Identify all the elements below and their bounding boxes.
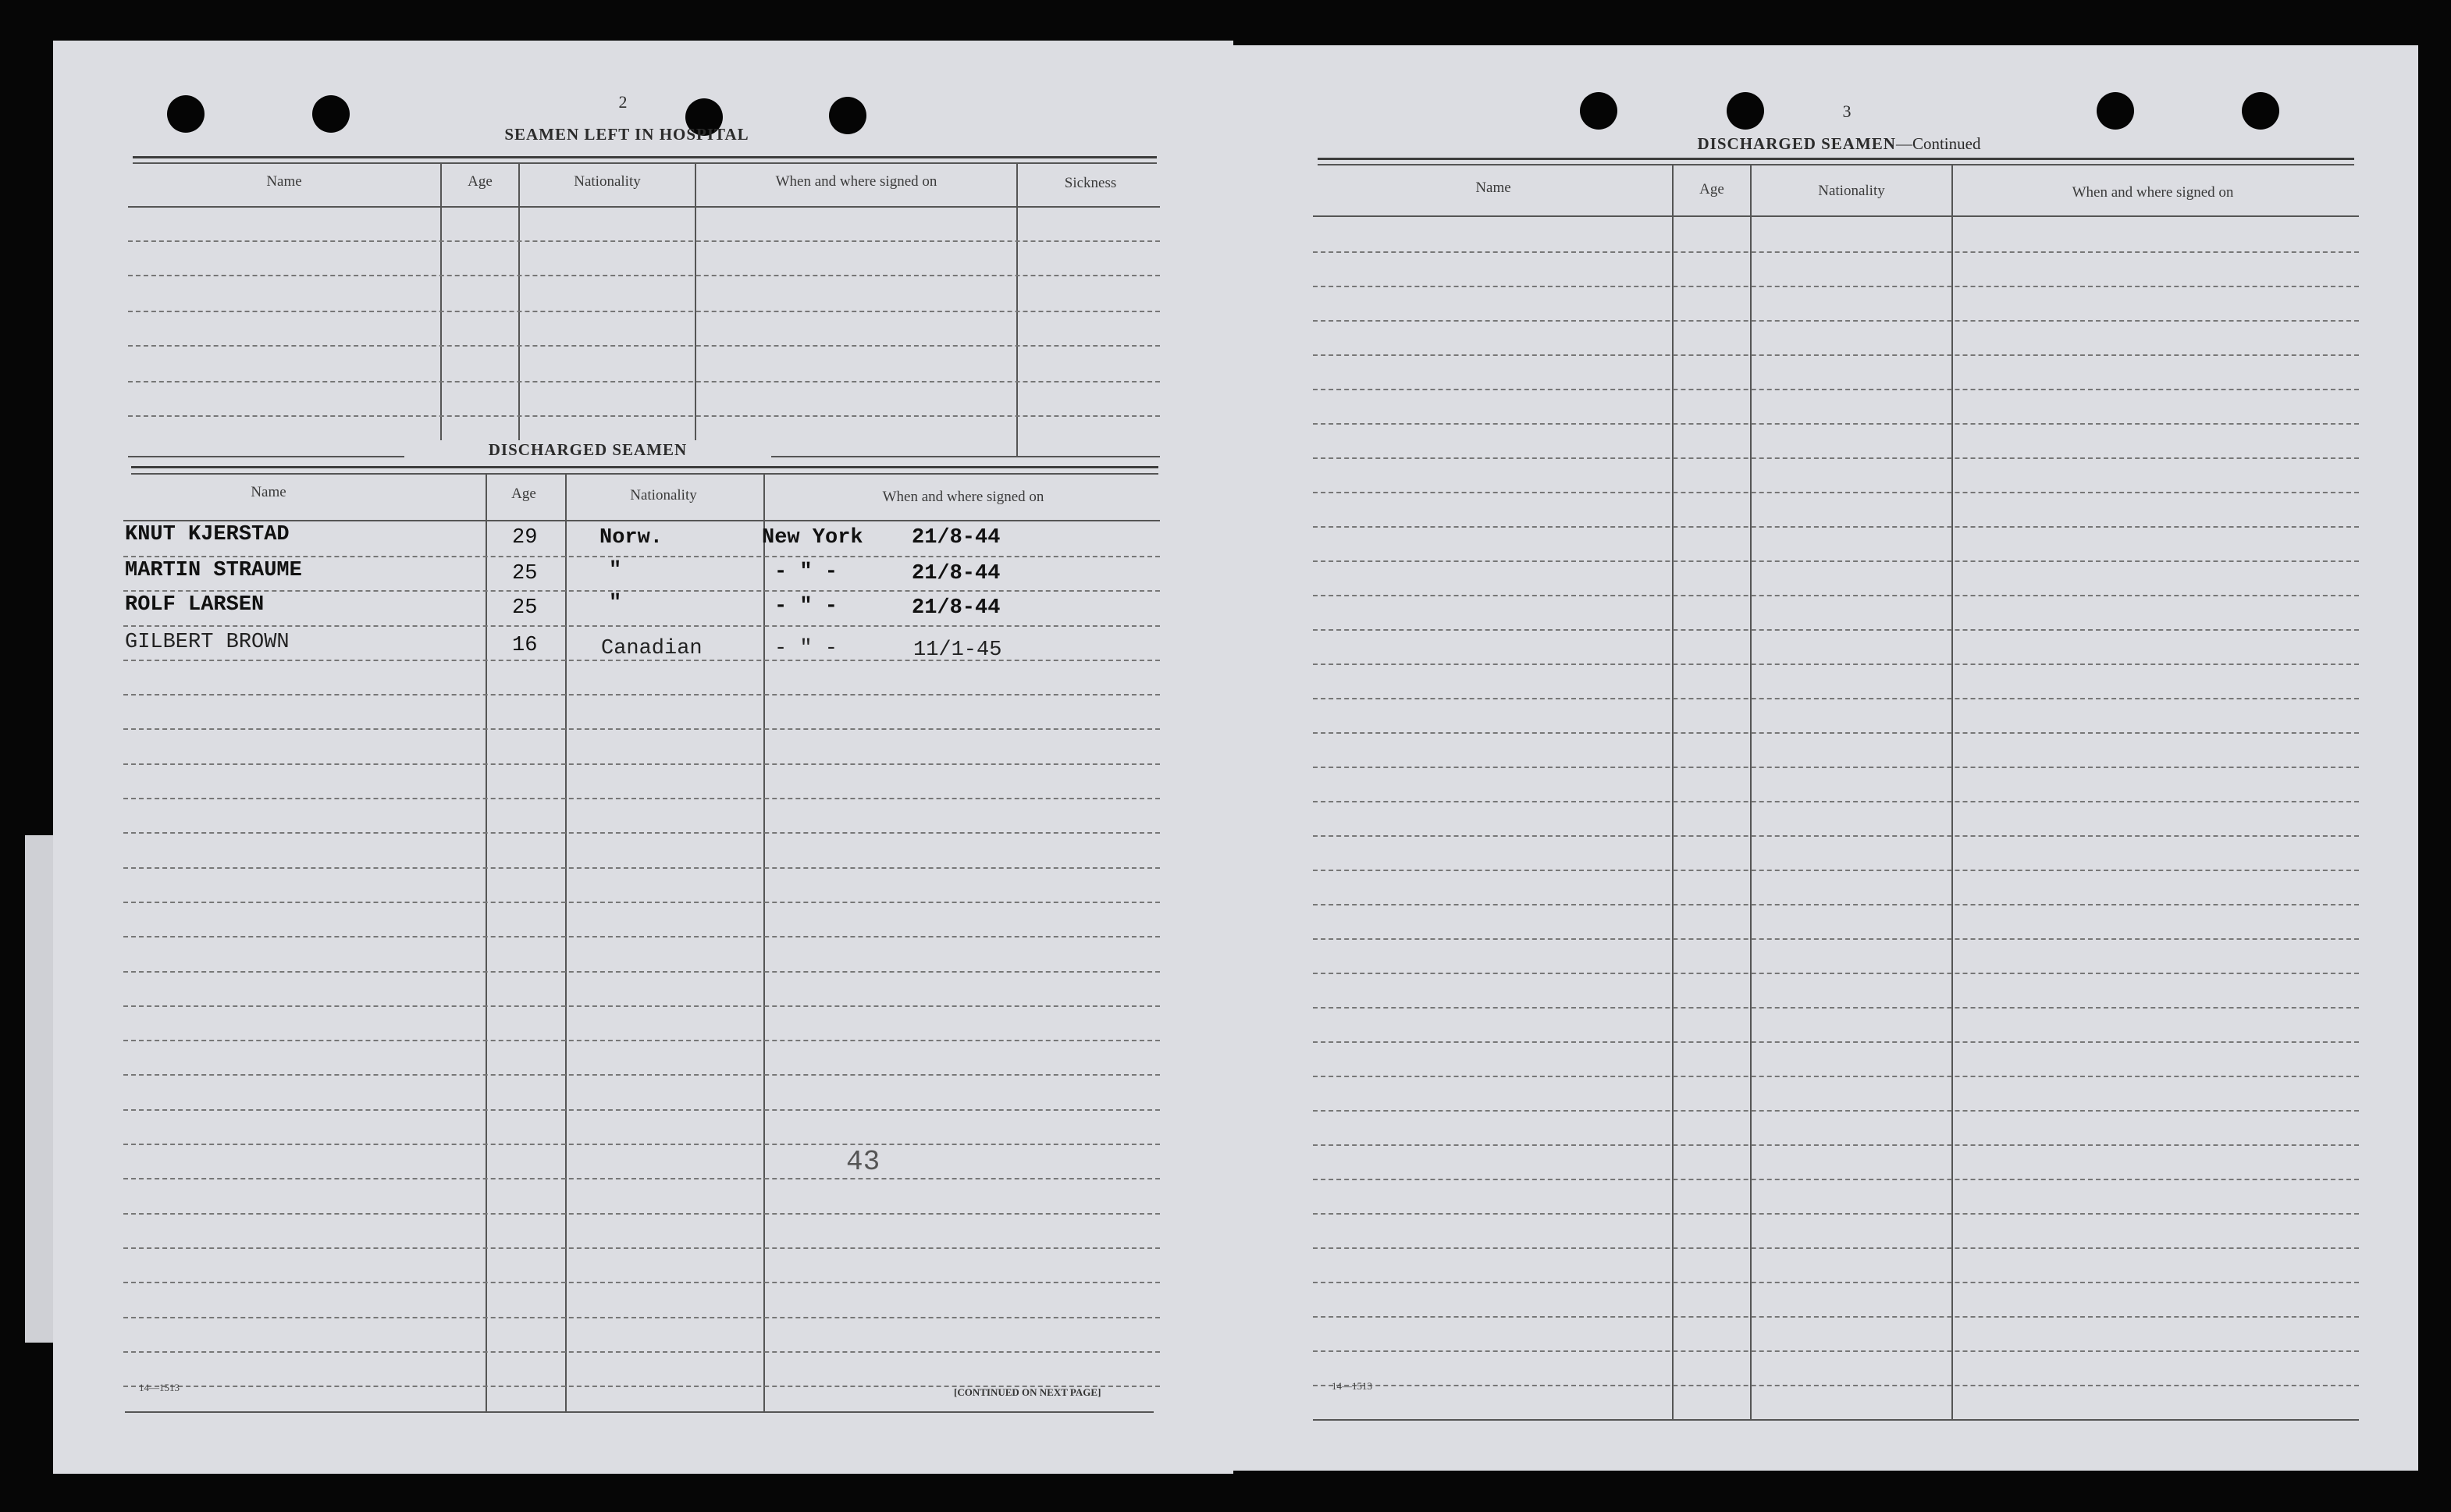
column-header-name: Name [251, 484, 286, 500]
seaman-name: GILBERT BROWN [125, 631, 290, 654]
row-line [1313, 870, 2359, 871]
row-line [128, 415, 1160, 417]
column-divider [763, 475, 765, 1411]
row-line [1313, 1076, 2359, 1077]
row-line [123, 1074, 1160, 1076]
seaman-nationality: " [609, 592, 622, 615]
row-line [1313, 423, 2359, 425]
signed-on-place: - " - [774, 595, 838, 618]
row-line [123, 867, 1160, 869]
row-line [1313, 835, 2359, 837]
title-main: DISCHARGED SEAMEN [1697, 134, 1896, 153]
row-line [1313, 767, 2359, 768]
left-page [53, 41, 1233, 1474]
row-line [1313, 1007, 2359, 1009]
column-divider [565, 475, 567, 1411]
column-divider [518, 164, 520, 456]
table-rule [1318, 158, 2354, 160]
signed-on-place: - " - [774, 560, 838, 584]
column-divider [440, 164, 442, 456]
row-line [1313, 664, 2359, 665]
row-line [1313, 1179, 2359, 1180]
row-line [123, 1282, 1160, 1283]
seaman-age: 16 [512, 634, 538, 657]
row-line [123, 798, 1160, 799]
seaman-name: ROLF LARSEN [125, 593, 265, 617]
page-edge-tab [25, 835, 56, 1343]
punch-hole [1580, 92, 1617, 130]
column-header-nationality: Nationality [574, 173, 641, 190]
row-line [1313, 1144, 2359, 1146]
table-rule [133, 156, 1157, 158]
column-header-sickness: Sickness [1064, 175, 1117, 191]
row-line [1313, 698, 2359, 699]
row-line [1313, 1385, 2359, 1386]
seaman-name: MARTIN STRAUME [125, 559, 302, 582]
row-line [1313, 320, 2359, 322]
row-line [123, 763, 1160, 765]
signed-on-date: 21/8-44 [912, 526, 1001, 550]
column-divider [1016, 164, 1018, 456]
page-number: 3 [1842, 101, 1852, 121]
row-line [1313, 526, 2359, 528]
column-header-age: Age [468, 173, 493, 190]
row-line [123, 1005, 1160, 1007]
discharged-section-title: DISCHARGED SEAMEN [404, 440, 771, 460]
page-number: 2 [618, 92, 628, 112]
table-rule [131, 473, 1158, 475]
seaman-age: 29 [512, 526, 538, 550]
row-line [1313, 251, 2359, 253]
row-line [1313, 732, 2359, 734]
column-header-nationality: Nationality [630, 487, 697, 503]
row-line [1313, 1282, 2359, 1283]
row-line [1313, 389, 2359, 390]
seaman-nationality: " [609, 559, 622, 582]
hospital-section-title: SEAMEN LEFT IN HOSPITAL [504, 125, 749, 144]
row-line [123, 1144, 1160, 1145]
column-header-name: Name [1475, 180, 1511, 196]
row-line [123, 1040, 1160, 1041]
seaman-nationality: Canadian [601, 637, 703, 660]
signed-on-place: New York [762, 526, 863, 550]
row-line [128, 240, 1160, 242]
discharged-continued-title [1620, 134, 2058, 154]
row-line [1313, 1247, 2359, 1249]
form-number: 14—1513 [1332, 1380, 1372, 1392]
punch-hole [2242, 92, 2279, 130]
row-line [123, 728, 1160, 730]
column-divider [1750, 165, 1752, 1419]
row-line [123, 936, 1160, 937]
signed-on-place: - " - [774, 637, 838, 660]
seaman-age: 25 [512, 562, 538, 585]
row-line [123, 1213, 1160, 1215]
title-suffix: —Continued [1895, 134, 1981, 153]
row-line [1313, 973, 2359, 974]
column-divider [486, 475, 487, 1411]
continued-note: [CONTINUED ON NEXT PAGE] [954, 1386, 1101, 1398]
row-line [1313, 1110, 2359, 1112]
row-line [1313, 457, 2359, 459]
punch-hole [312, 95, 350, 133]
row-line [128, 381, 1160, 382]
header-underline [128, 206, 1160, 208]
row-line [128, 275, 1160, 276]
row-line [1313, 1316, 2359, 1318]
row-line [123, 625, 1160, 627]
column-header-nationality: Nationality [1818, 183, 1885, 199]
signed-on-date: 11/1-45 [913, 639, 1002, 662]
right-page [1230, 45, 2418, 1471]
punch-hole [1727, 92, 1764, 130]
row-line [123, 1317, 1160, 1318]
row-line [128, 311, 1160, 312]
form-number: 14—1513 [139, 1382, 180, 1393]
row-line [1313, 1041, 2359, 1043]
column-divider [1951, 165, 1953, 1419]
header-underline [1313, 215, 2359, 217]
column-header-signed-on: When and where signed on [882, 489, 1044, 505]
header-underline [123, 520, 1160, 521]
row-line [1313, 629, 2359, 631]
row-line [123, 1351, 1160, 1353]
row-line [123, 1178, 1160, 1179]
table-rule [1318, 164, 2354, 165]
row-line [1313, 904, 2359, 905]
row-line [1313, 1350, 2359, 1352]
row-line [1313, 938, 2359, 940]
column-divider [695, 164, 696, 456]
row-line [1313, 560, 2359, 562]
row-line [123, 1109, 1160, 1111]
seaman-age: 25 [512, 596, 538, 620]
row-line [123, 902, 1160, 903]
column-header-name: Name [266, 173, 302, 190]
row-line [1313, 354, 2359, 356]
table-rule [133, 162, 1157, 164]
row-line [123, 556, 1160, 557]
row-line [123, 832, 1160, 834]
row-line [123, 694, 1160, 696]
row-line [1313, 595, 2359, 596]
table-rule [131, 466, 1158, 468]
row-line [1313, 801, 2359, 802]
row-line [1313, 492, 2359, 493]
table-bottom-rule [1313, 1419, 2359, 1421]
column-header-age: Age [1699, 181, 1724, 197]
punch-hole [167, 95, 205, 133]
row-line [123, 971, 1160, 973]
column-divider [1672, 165, 1674, 1419]
row-line [1313, 1213, 2359, 1215]
signed-on-date: 21/8-44 [912, 562, 1001, 585]
column-header-signed-on: When and where signed on [775, 173, 937, 190]
signed-on-date: 21/8-44 [912, 596, 1001, 620]
punch-hole [2097, 92, 2134, 130]
seaman-nationality: Norw. [599, 526, 663, 550]
row-line [128, 345, 1160, 347]
row-line [123, 590, 1160, 592]
row-line [123, 1247, 1160, 1249]
table-bottom-rule [125, 1411, 1154, 1413]
column-header-age: Age [511, 486, 536, 502]
seaman-name: KNUT KJERSTAD [125, 523, 290, 546]
column-header-signed-on: When and where signed on [2072, 184, 2234, 201]
stamp-number: 43 [846, 1146, 880, 1178]
row-line [1313, 286, 2359, 287]
